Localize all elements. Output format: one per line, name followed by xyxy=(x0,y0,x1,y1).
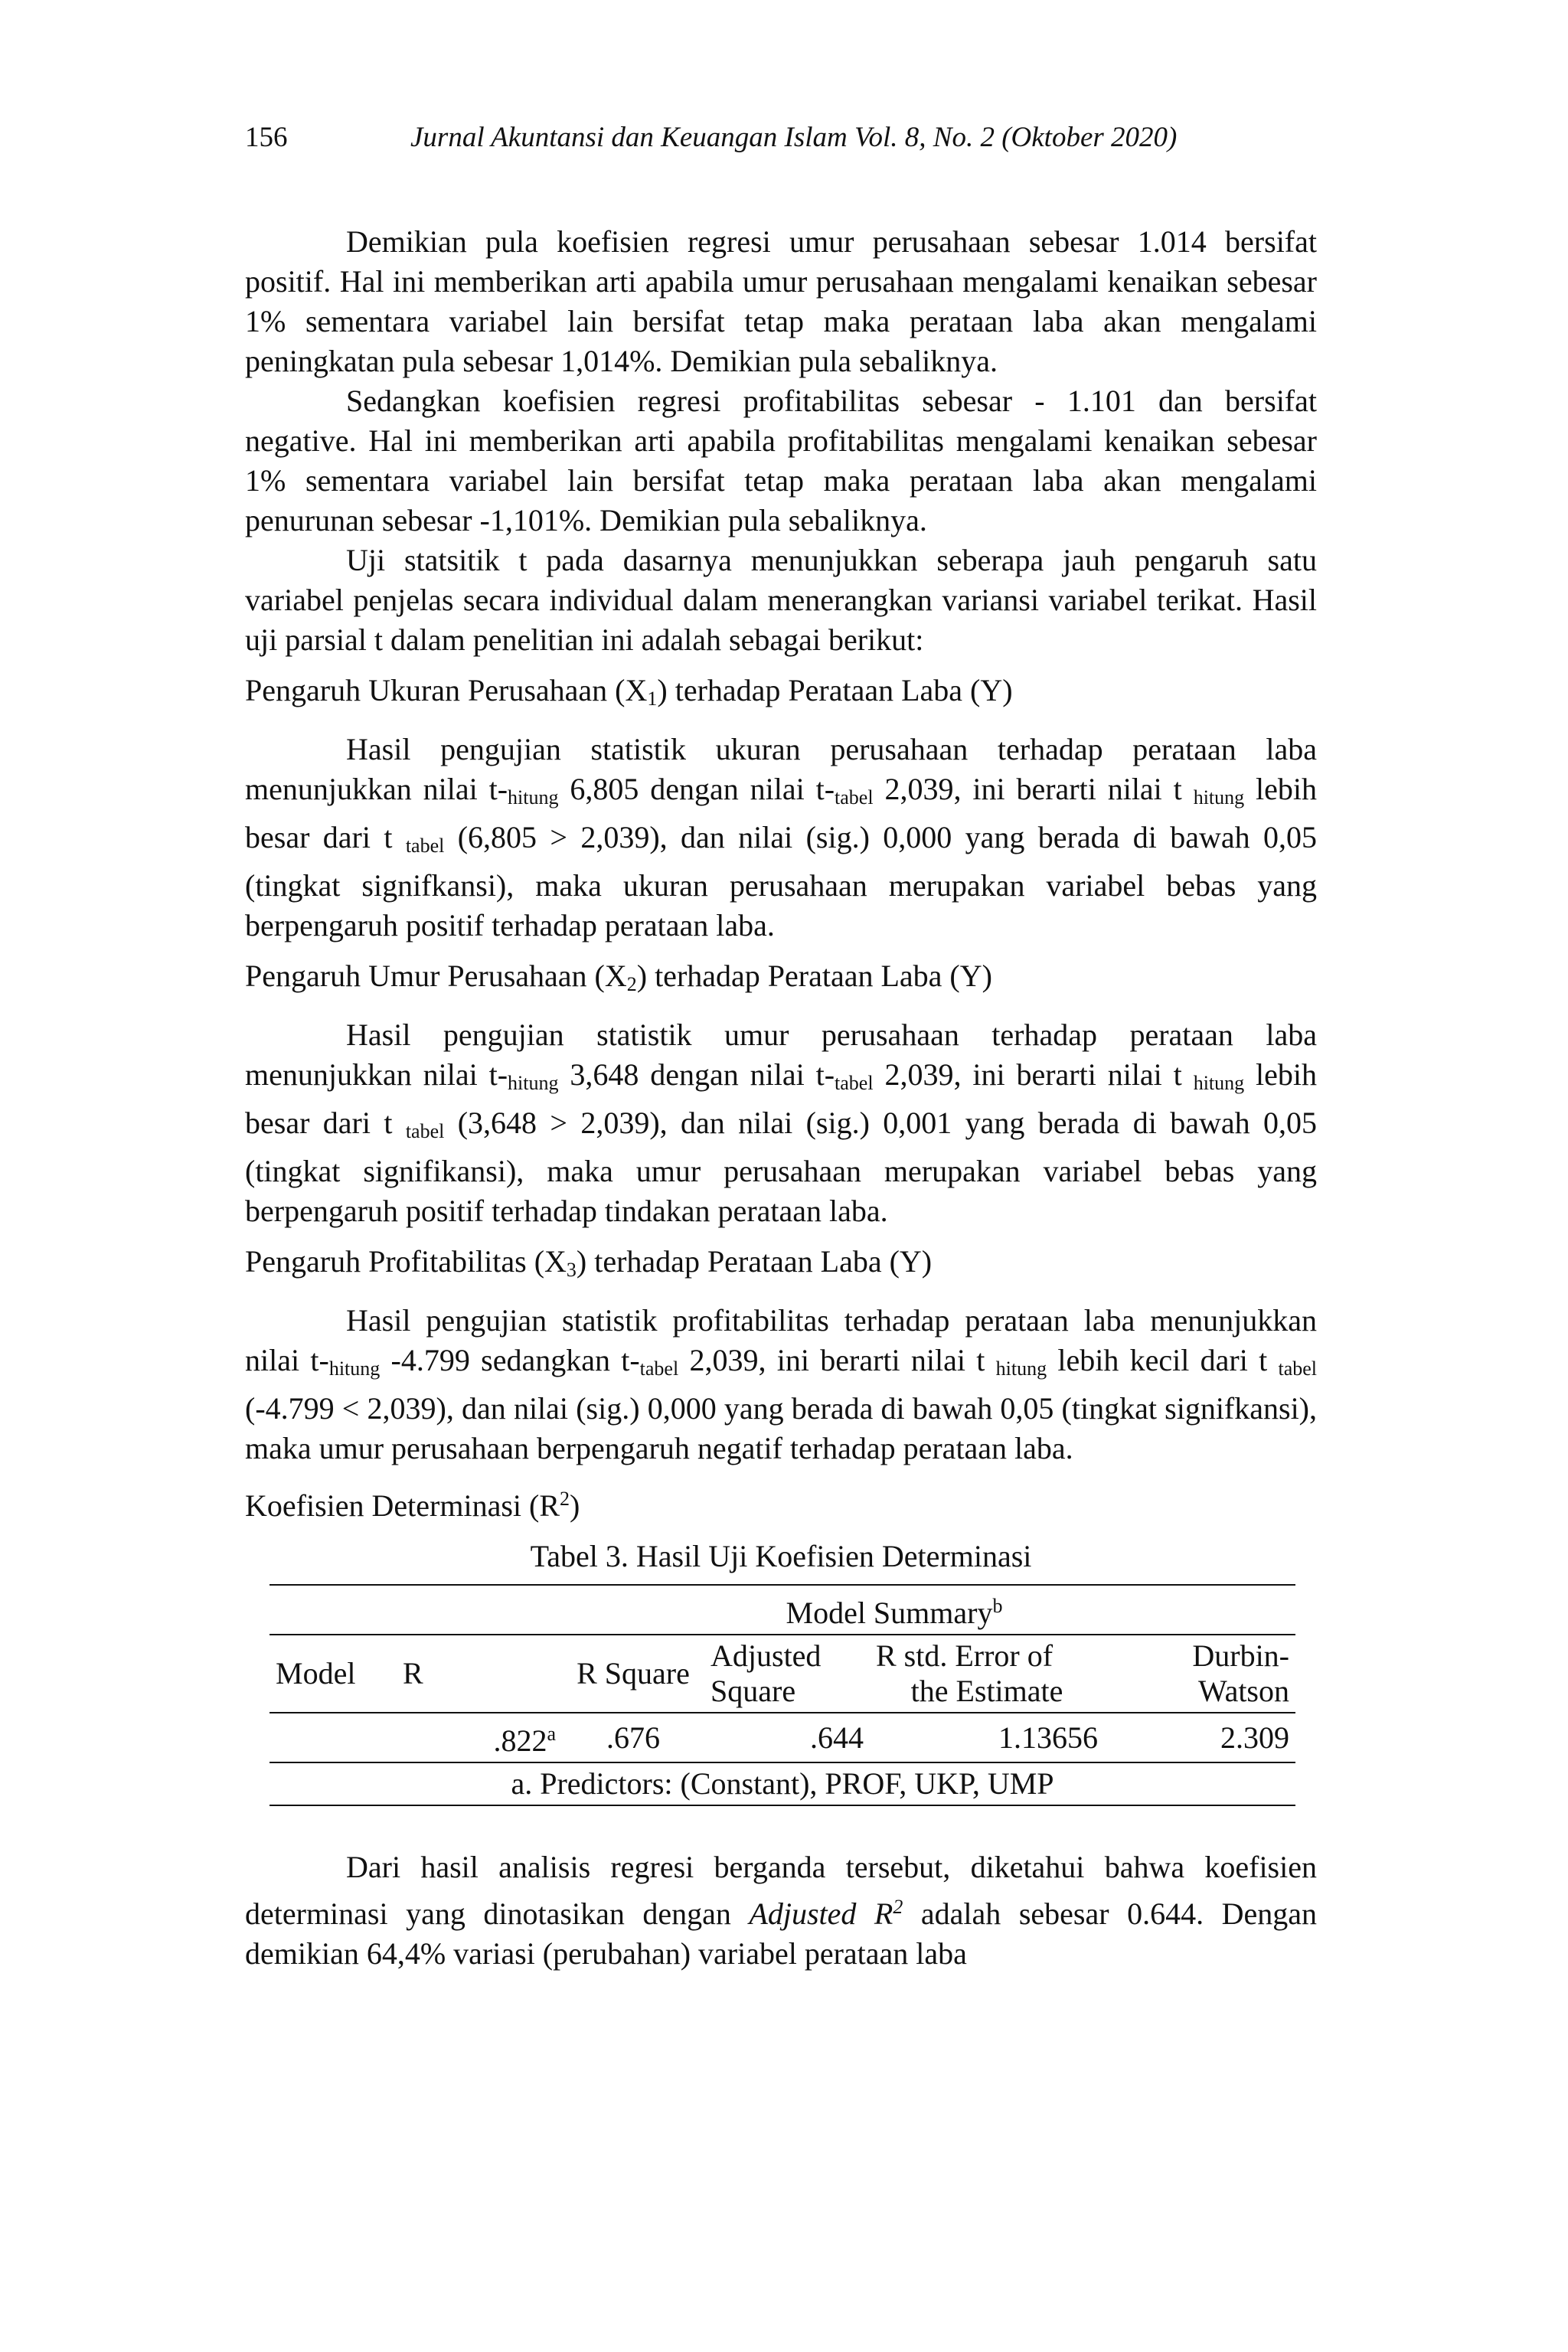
article-body xyxy=(245,222,1317,1974)
journal-title: Jurnal Akuntansi dan Keuangan Islam Vol. 8, No. 2 (Oktober 2020) xyxy=(410,122,1178,153)
table-note: a. Predictors: (Constant), PROF, UKP, UMP xyxy=(511,1766,1054,1801)
table-caption: Tabel 3. Hasil Uji Koefisien Determinasi xyxy=(530,1539,1032,1573)
table-note-row xyxy=(270,1762,1295,1805)
paragraph-umur-coefficient: Demikian pula koefisien regresi umur perusahaan sebesar 1.014 bersifat positif. Hal ini memberikan arti apabila umur perusahaan mengalami kenaikan sebesar 1% sementara variabel lain bersifat tetap maka perataan laba akan mengalami peningkatan pula sebesar 1,014%. Demikian pula sebaliknya. xyxy=(245,224,1317,378)
paragraph-conclusion: Dari hasil analisis regresi berganda tersebut, diketahui bahwa koefisien determinasi yang dinotasikan dengan Adjusted $R^2$ adalah sebesar 0.644. Dengan demikian 64,4% variasi (perubahan) variabel perataan laba xyxy=(245,1850,1317,1971)
header-r-square: R Square xyxy=(577,1656,690,1690)
model-summary-table xyxy=(270,1584,1295,1806)
page-header xyxy=(245,115,1317,161)
paragraph-x1-result: Hasil pengujian statistik ukuran perusahaan terhadap perataan laba menunjukkan nilai t-hitung 6,805 dengan nilai t-tabel 2,039, ini berarti nilai t hitung lebih besar dari t tabel (6,805 > 2,039), dan nilai (sig.) 0,000 yang berada di bawah 0,05 (tingkat signifkansi), maka ukuran perusahaan merupakan variabel bebas yang berpengaruh positif terhadap perataan laba. xyxy=(245,732,1318,942)
cell-durbin-watson: 2.309 xyxy=(1220,1720,1289,1755)
cell-model xyxy=(270,1713,397,1762)
page-number: 156 xyxy=(245,122,288,153)
cell-r-square: .676 xyxy=(606,1720,660,1755)
header-adjusted: Adjusted Square xyxy=(710,1638,822,1708)
paragraph-x2-result: Hasil pengujian statistik umur perusahaan terhadap perataan laba menunjukkan nilai t-hitung 3,648 dengan nilai t-tabel 2,039, ini berarti nilai t hitung lebih besar dari t tabel (3,648 > 2,039), dan nilai (sig.) 0,001 yang berada di bawah 0,05 (tingkat signifikansi), maka umur perusahaan merupakan variabel bebas yang berpengaruh positif terhadap tindakan perataan laba. xyxy=(245,1018,1318,1228)
heading-x2: Pengaruh Umur Perusahaan (X2) terhadap Perataan Laba (Y) xyxy=(245,959,992,995)
heading-x3: Pengaruh Profitabilitas (X3) terhadap Perataan Laba (Y) xyxy=(245,1244,933,1281)
cell-std-error: 1.13656 xyxy=(998,1720,1098,1755)
header-model: Model xyxy=(276,1656,356,1690)
header-durbin-watson: Durbin-Watson xyxy=(1192,1638,1289,1708)
table-header-row xyxy=(270,1635,1295,1713)
table-title: Model Summary$^b$ xyxy=(270,1585,1295,1635)
paragraph-profitabilitas-coefficient: Sedangkan koefisien regresi profitabilitas sebesar - 1.101 dan bersifat negative. Hal ini memberikan arti apabila profitabilitas mengalami kenaikan sebesar 1% sementara variabel lain bersifat tetap maka perataan laba akan mengalami penurunan sebesar -1,101%. Demikian pula sebaliknya. xyxy=(245,384,1317,537)
header-r: R xyxy=(403,1656,423,1690)
paragraph-x3-result: Hasil pengujian statistik profitabilitas terhadap perataan laba menunjukkan nilai t-hitung -4.799 sedangkan t-tabel 2,039, ini berarti nilai t hitung lebih kecil dari t tabel (-4.799 < 2,039), dan nilai (sig.) 0,000 yang berada di bawah 0,05 (tingkat signifkansi), maka umur perusahaan berpengaruh negatif terhadap perataan laba. xyxy=(245,1303,1318,1465)
paragraph-t-test-intro: Uji statsitik t pada dasarnya menunjukkan seberapa jauh pengaruh satu variabel penjelas secara individual dalam menerangkan variansi variabel terikat. Hasil uji parsial t dalam penelitian ini adalah sebagai berikut: xyxy=(245,543,1317,657)
table-title-row xyxy=(270,1585,1295,1635)
heading-r2: Koefisien Determinasi $(R^2)$ xyxy=(245,1488,580,1523)
journal-page xyxy=(245,115,1318,1971)
cell-r: .822$^a$ xyxy=(493,1723,556,1758)
header-std-error: R std. Error of the Estimate xyxy=(876,1638,1063,1708)
cell-adjusted: .644 xyxy=(810,1720,864,1755)
table-row xyxy=(270,1713,1295,1762)
heading-x1: Pengaruh Ukuran Perusahaan (X1) terhadap Perataan Laba (Y) xyxy=(245,673,1013,710)
